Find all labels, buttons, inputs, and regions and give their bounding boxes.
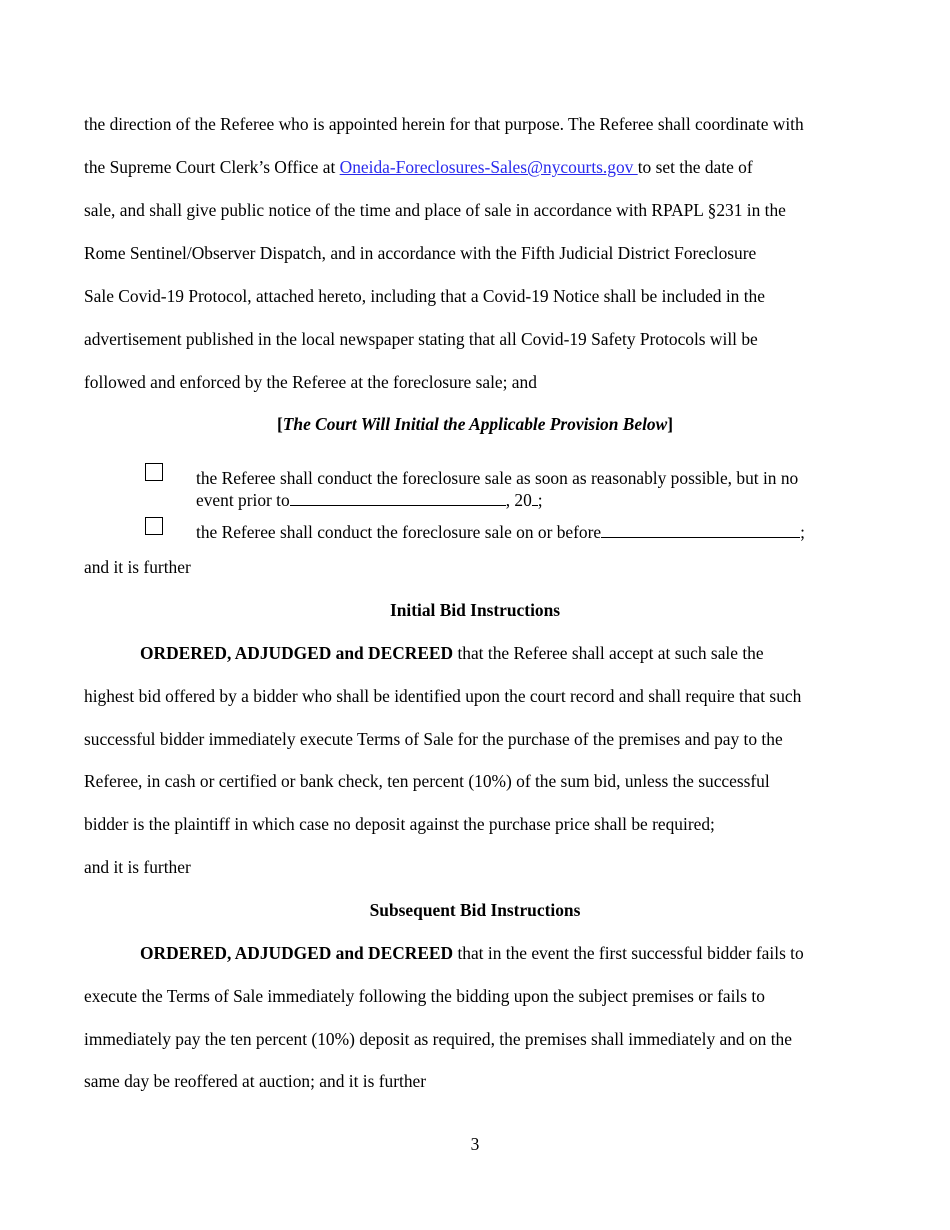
option1-line2-end: ;: [537, 490, 543, 510]
section1-line5: bidder is the plaintiff in which case no deposit against the purchase price shall be required;: [84, 814, 715, 834]
option1-line1: the Referee shall conduct the foreclosure sale as soon as reasonably possible, but in no: [196, 468, 799, 488]
further-text-2: and it is further: [84, 857, 191, 877]
subsequent-bid-heading: Subsequent Bid Instructions: [369, 900, 581, 920]
para1-line2-tail: to set the date of: [637, 157, 753, 177]
para1-line5: Sale Covid-19 Protocol, attached hereto, including that a Covid-19 Notice shall be included in the: [84, 286, 765, 306]
para1-line2-text: the Supreme Court Clerk’s Office at: [84, 157, 340, 177]
para1-line2: [84, 156, 753, 178]
section2-line2: execute the Terms of Sale immediately following the bidding upon the subject premises or fails to: [84, 986, 765, 1006]
option2-date-blank[interactable]: [601, 521, 800, 538]
section2-line3: immediately pay the ten percent (10%) deposit as required, the premises shall immediately and on the: [84, 1029, 792, 1049]
para1-line7: followed and enforced by the Referee at the foreclosure sale; and: [84, 372, 537, 392]
section2-line4: same day be reoffered at auction; and it is further: [84, 1071, 427, 1091]
para1-line6: advertisement published in the local newspaper stating that all Covid-19 Safety Protocols will be: [84, 329, 758, 349]
section2-line1-rest: that in the event the first successful bidder fails to: [453, 943, 804, 963]
instruction-close-bracket: ]: [667, 414, 673, 434]
option2-line: [196, 521, 805, 543]
section1-line1-rest: that the Referee shall accept at such sale the: [453, 643, 764, 663]
option2-checkbox[interactable]: [145, 517, 163, 535]
option1-line2: [196, 489, 543, 511]
instruction-text: The Court Will Initial the Applicable Provision Below: [282, 414, 668, 434]
para1-line1: the direction of the Referee who is appointed herein for that purpose. The Referee shall coordinate with: [84, 114, 804, 134]
section1-line2: highest bid offered by a bidder who shall be identified upon the court record and shall require that such: [84, 686, 802, 706]
section1-line1: [140, 642, 764, 664]
option2-end: ;: [800, 522, 805, 542]
option2-text: the Referee shall conduct the foreclosure sale on or before: [196, 522, 602, 542]
option1-checkbox[interactable]: [145, 463, 163, 481]
initial-bid-heading: Initial Bid Instructions: [389, 600, 561, 620]
option1-line2-text: event prior to: [196, 490, 290, 510]
option1-year-text: , 20: [505, 490, 532, 510]
instruction-heading: [0, 413, 950, 435]
section2-ordered: ORDERED, ADJUDGED and DECREED: [140, 943, 454, 963]
instruction-open-bracket: [: [276, 414, 283, 434]
section1-line4: Referee, in cash or certified or bank check, ten percent (10%) of the sum bid, unless the successful: [84, 771, 770, 791]
email-link[interactable]: Oneida-Foreclosures-Sales@nycourts.gov: [339, 157, 638, 177]
option1-date-blank[interactable]: [290, 489, 506, 506]
section1-ordered: ORDERED, ADJUDGED and DECREED: [140, 643, 454, 663]
section2-line1: [140, 942, 804, 964]
para1-line3: sale, and shall give public notice of the time and place of sale in accordance with RPAPL §231 in the: [84, 200, 786, 220]
further-text-1: and it is further: [84, 557, 191, 577]
section1-line3: successful bidder immediately execute Terms of Sale for the purchase of the premises and pay to the: [84, 729, 783, 749]
para1-line4: Rome Sentinel/Observer Dispatch, and in accordance with the Fifth Judicial District Foreclosure: [84, 243, 757, 263]
page-number: 3: [470, 1134, 480, 1154]
